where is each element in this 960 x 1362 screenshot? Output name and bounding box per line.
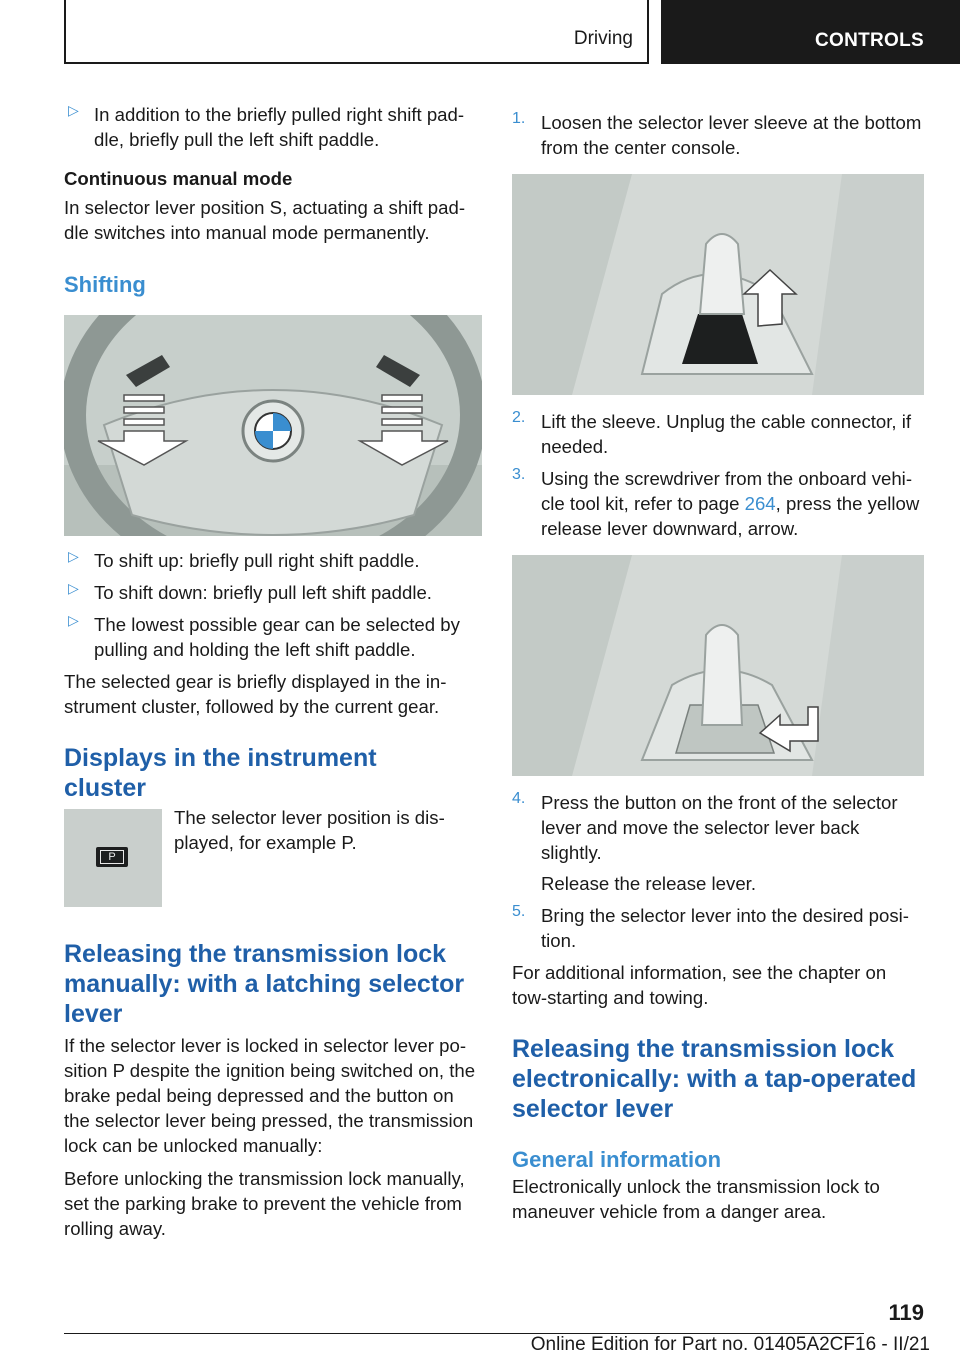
instrument-display-image: [64, 809, 162, 907]
page-264-link[interactable]: 264: [744, 493, 776, 514]
triangle-bullet-icon: ▷: [68, 580, 79, 596]
list-item: ▷ To shift up: briefly pull right shift paddle.: [68, 548, 420, 571]
list-item: 5. Bring the selector lever into the desired position.: [512, 903, 909, 951]
right-column: [512, 110, 924, 1224]
release-paragraph-1: If the selector lever is locked in selector lever position P despite the ignition being switched on, the brake pedal being depressed and the button on the selector lever being pressed, the transmission lock can be unlocked manually:: [64, 1035, 476, 1156]
selector-lever-image-2: [512, 555, 924, 776]
list-item: 1. Loosen the selector lever sleeve at the bottom from the center console.: [512, 110, 922, 158]
general-info-text: Electronically unlock the transmission lock to maneuver vehicle from a danger area.: [512, 1176, 880, 1222]
release-manual-heading: Releasing the transmission lock manually: with a latching selector lever: [64, 940, 465, 1028]
list-item: 2. Lift the sleeve. Unplug the cable connector, if needed.: [512, 409, 912, 457]
selector-lever-image-1: [512, 174, 924, 395]
additional-info-text: For additional information, see the chapter on tow-starting and towing.: [512, 962, 887, 1008]
continuous-mode-text: In selector lever position S, actuating a shift paddle switches into manual mode permanently.: [64, 197, 466, 243]
header-section-title: Driving: [573, 28, 633, 49]
list-item: ▷ In addition to the briefly pulled right shift paddle, briefly pull the left shift paddle.: [68, 102, 465, 150]
display-text: The selector lever position is displayed, for example P.: [174, 807, 445, 853]
triangle-bullet-icon: ▷: [68, 102, 79, 118]
list-item: ▷ To shift down: briefly pull left shift paddle.: [68, 580, 432, 603]
steering-wheel-image: [64, 315, 482, 536]
general-info-heading: General information: [512, 1147, 722, 1172]
header-chapter-title: CONTROLS: [815, 30, 925, 51]
page-number: 119: [888, 1300, 924, 1325]
display-row: [64, 809, 482, 909]
release-electronic-heading: Releasing the transmission lock electronically: with a tap-operated selector lever: [512, 1035, 917, 1123]
list-item: 3. Using the screwdriver from the onboard vehicle tool kit, refer to page 264, press the yellow release lever downward, arrow.: [512, 466, 920, 539]
header-chapter-box: [661, 0, 960, 64]
list-item: ▷ The lowest possible gear can be selected by pulling and holding the left shift paddle.: [68, 612, 460, 660]
gear-p-icon: P: [100, 850, 124, 864]
footer-edition: Online Edition for Part no. 01405A2CF16 - II/21: [530, 1334, 930, 1355]
triangle-bullet-icon: ▷: [68, 548, 79, 564]
list-item: 4. Press the button on the front of the selector lever and move the selector lever back slightly. Release the release lever.: [512, 790, 898, 894]
displays-heading: Displays in the instrument cluster: [64, 744, 377, 802]
header-section-box: [64, 0, 649, 64]
triangle-bullet-icon: ▷: [68, 612, 79, 628]
left-column: [64, 100, 482, 1241]
continuous-mode-title: Continuous manual mode: [64, 168, 293, 189]
release-paragraph-2: Before unlocking the transmission lock manually, set the parking brake to prevent the vehicle from rolling away.: [64, 1168, 465, 1239]
shift-note: The selected gear is briefly displayed in the instrument cluster, followed by the current gear.: [64, 671, 447, 717]
shifting-heading: Shifting: [64, 272, 146, 297]
